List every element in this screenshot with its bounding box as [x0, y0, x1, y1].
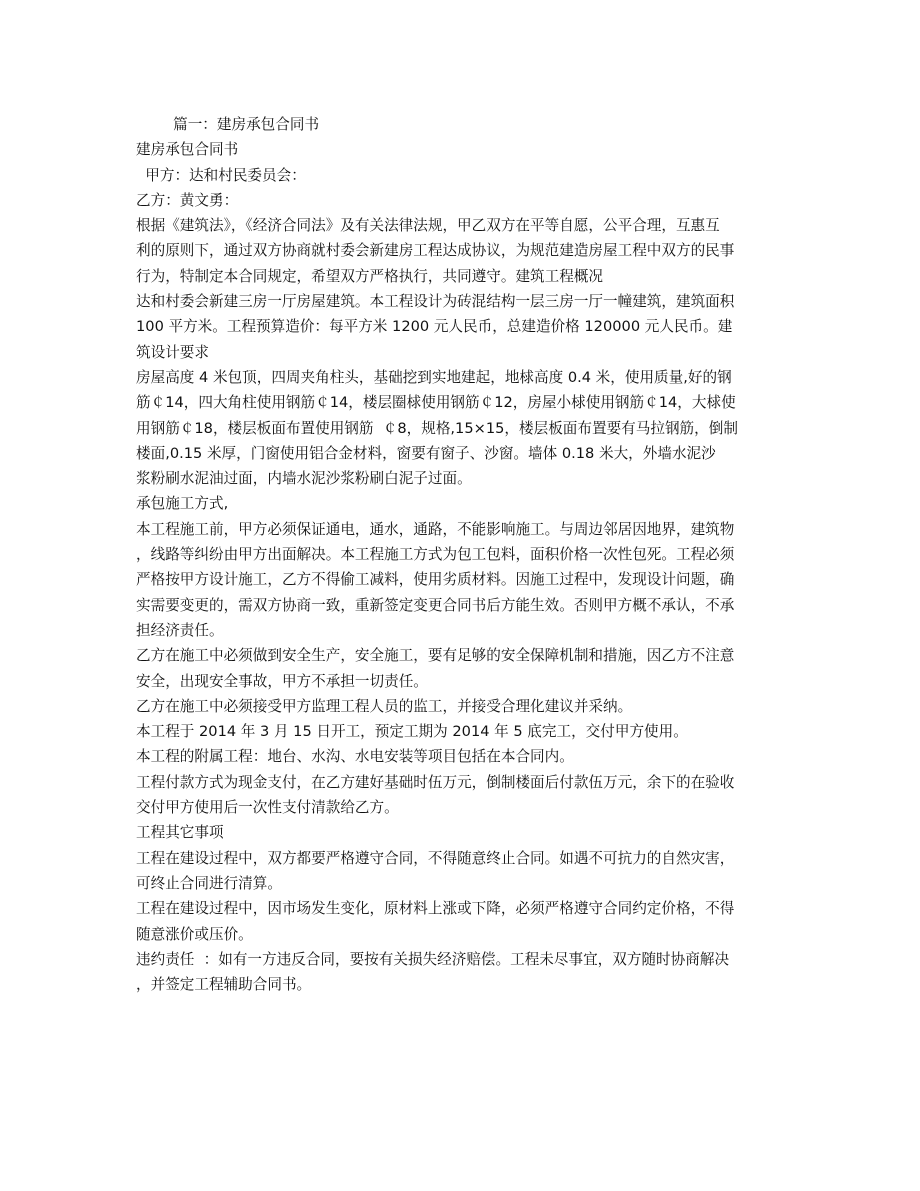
body-line: 工程在建设过程中，因市场发生变化，原材料上涨或下降，必须严格遵守合同约定价格，不得: [136, 900, 735, 918]
body-line: 安全，出现安全事故，甲方不承担一切责任。: [136, 672, 428, 690]
document-body: [136, 112, 786, 997]
body-line: ，并签定工程辅助合同书。: [136, 976, 312, 994]
body-line: 违约责任 ：如有一方违反合同，要按有关损失经济赔偿。工程未尽事宜，双方随时协商解决: [136, 950, 730, 968]
body-line: 乙方在施工中必须接受甲方监理工程人员的监工，并接受合理化建议并采纳。: [136, 697, 633, 715]
section-label: 承包施工方式,: [136, 495, 229, 513]
body-line: 根据《建筑法》，《经济合同法》及有关法律法规，甲乙双方在平等自愿，公平合理，互惠互: [136, 217, 720, 235]
body-line: 行为，特制定本合同规定，希望双方严格执行，共同遵守。建筑工程概况: [136, 267, 604, 285]
contract-title: 建房承包合同书: [136, 141, 239, 159]
body-line: 担经济责任。: [136, 621, 224, 639]
body-line: 筋￠14，四大角柱使用钢筋￠14，楼层圈梂使用钢筋￠12，房屋小梂使用钢筋￠14，大梂使: [136, 394, 736, 412]
section-label: 工程其它事项: [136, 824, 224, 842]
body-line: 100 平方米。工程预算造价：每平方米 1200 元人民币，总建造价格 120000 元人民币。建: [136, 318, 733, 336]
party-b: 乙方：黄文勇：: [136, 191, 239, 209]
body-line: 严格按甲方设计施工，乙方不得偷工减料，使用劣质材料。因施工过程中，发现设计问题，确: [136, 571, 735, 589]
body-line: 工程付款方式为现金支付，在乙方建好基础时伍万元，倒制楼面后付款伍万元，余下的在验收: [136, 773, 735, 791]
body-line: 浆粉刷水泥油过面，内墙水泥沙浆粉刷白泥子过面。: [136, 470, 472, 488]
body-line: 利的原则下，通过双方协商就村委会新建房工程达成协议，为规范建造房屋工程中双方的民事: [136, 242, 735, 260]
body-line: ，线路等纠纷由甲方出面解决。本工程施工方式为包工包料，面积价格一次性包死。工程必须: [136, 546, 735, 564]
party-a: 甲方：达和村民委员会：: [136, 166, 306, 184]
body-line: 乙方在施工中必须做到安全生产，安全施工，要有足够的安全保障机制和措施，因乙方不注意: [136, 647, 735, 665]
body-line: 实需要变更的，需双方协商一致，重新签定变更合同书后方能生效。否则甲方概不承认，不承: [136, 596, 735, 614]
body-line: 交付甲方使用后一次性支付清款给乙方。: [136, 799, 399, 817]
body-line: 筑设计要求: [136, 343, 209, 361]
body-line: 达和村委会新建三房一厅房屋建筑。本工程设计为砖混结构一层三房一厅一幢建筑，建筑面积: [136, 293, 735, 311]
body-line: 本工程的附属工程：地台、水沟、水电安装等项目包括在本合同内。: [136, 748, 574, 766]
body-line: 本工程于 2014 年 3 月 15 日开工，预定工期为 2014 年 5 底完工，交付甲方使用。: [136, 723, 688, 741]
body-line: 本工程施工前，甲方必须保证通电，通水，通路，不能影响施工。与周边邻居因地界，建筑物: [136, 520, 735, 538]
section-heading: 篇一：建房承包合同书: [136, 116, 320, 133]
body-line: 随意涨价或压价。: [136, 925, 253, 943]
body-line: 可终止合同进行清算。: [136, 874, 282, 892]
body-line: 楼面,0.15 米厚，门窗使用铝合金材料，窗要有窗子、沙窗。墙体 0.18 米大，外墙水泥沙: [136, 444, 716, 462]
body-line: 工程在建设过程中，双方都要严格遵守合同，不得随意终止合同。如遇不可抗力的自然灾害，: [136, 849, 735, 867]
body-line: 用钢筋￠18，楼层板面布置使用钢筋 ￠8，规格,15×15，楼层板面布置要有马拉钢筋，倒制: [136, 419, 738, 437]
body-line: 房屋高度 4 米包顶，四周夹角柱头，基础挖到实地建起，地梂高度 0.4 米，使用质量,好的钢: [136, 368, 732, 386]
